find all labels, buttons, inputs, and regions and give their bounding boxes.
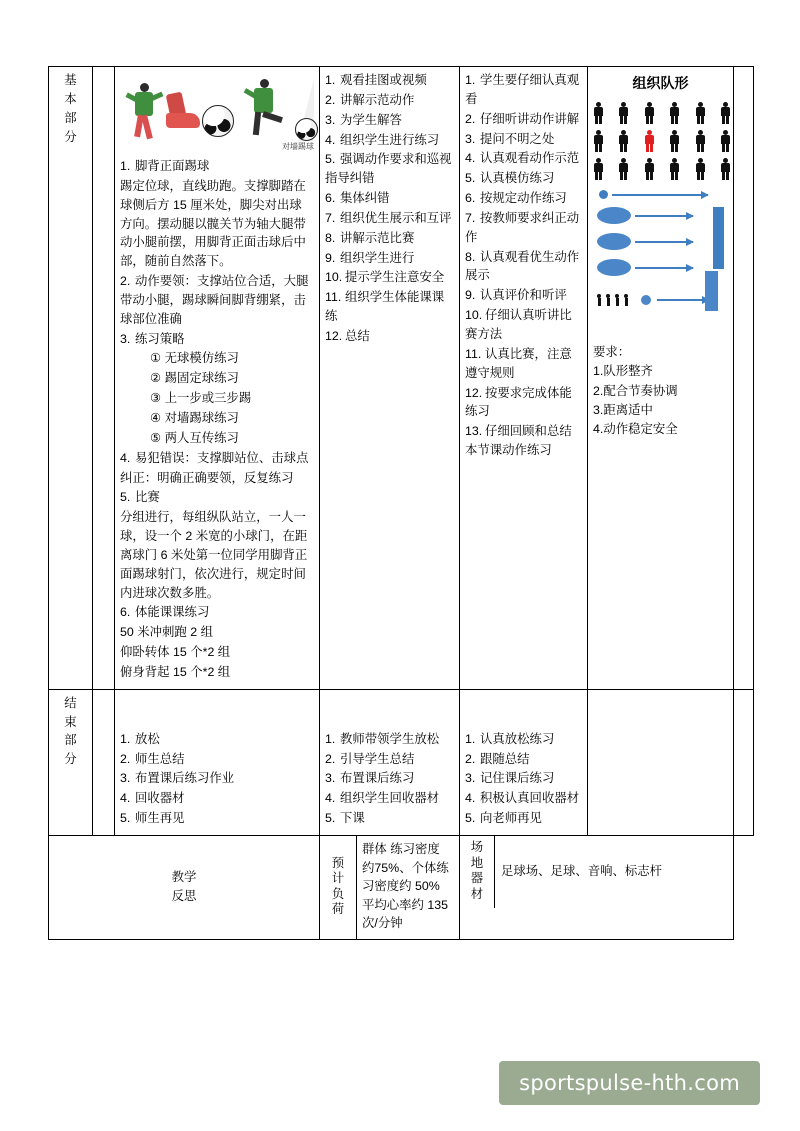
list-item: 3. 布置课后练习 — [325, 771, 415, 786]
formation-title: 组织队形 — [632, 75, 689, 91]
main-formation-cell — [588, 67, 734, 690]
content-paragraph: 50 米冲刺跑 2 组 — [120, 625, 213, 640]
end-teacher-list — [325, 730, 454, 828]
content-paragraph: 仰卧转体 15 个*2 组 — [120, 645, 231, 660]
list-item: 1. 观看挂图或视频 — [325, 73, 427, 87]
arrow-icon — [635, 267, 693, 269]
load-label: 预 计 负 荷 — [331, 855, 345, 917]
teacher-activity-list — [325, 71, 454, 346]
main-tail-cell — [734, 67, 754, 690]
list-item: 3. 为学生解答 — [325, 112, 402, 127]
list-item: 2. 师生总结 — [120, 751, 185, 766]
queue-person-icon — [606, 294, 610, 306]
content-item: 1. 脚背正面踢球 — [120, 159, 210, 173]
list-item: 4. 认真观看动作示范 — [465, 151, 580, 166]
list-item: 1. 认真放松练习 — [465, 731, 555, 746]
content-subitem: ⑤ 两人互传练习 — [150, 430, 239, 445]
pass-direction-diagram — [599, 190, 728, 199]
reflection-label-line1: 教学 — [171, 869, 197, 884]
requirement-item: 2.配合节奏协调 — [593, 383, 678, 398]
list-item: 1. 学生要仔细认真观看 — [465, 73, 580, 106]
person-icon — [695, 102, 706, 124]
student-activity-list — [465, 71, 582, 460]
person-icon — [593, 158, 604, 180]
load-value — [357, 836, 460, 939]
list-item: 8. 认真观看优生动作展示 — [465, 249, 580, 283]
list-item: 7. 按教师要求纠正动作 — [465, 210, 580, 244]
list-item: 4. 积极认真回收器材 — [465, 791, 580, 806]
list-item: 3. 布置课后练习作业 — [120, 771, 235, 786]
content-subitem: ① 无球模仿练习 — [150, 351, 239, 366]
end-teacher-cell — [320, 689, 460, 835]
formation-row — [593, 102, 731, 124]
content-subitem: ② 踢固定球练习 — [150, 371, 239, 386]
content-item: 6. 体能课课练习 — [120, 605, 210, 620]
content-paragraph: 俯身背起 15 个*2 组 — [120, 664, 231, 679]
row-label-char: 部 — [64, 110, 77, 125]
content-item: 5. 比赛 — [120, 490, 160, 505]
list-item: 6. 按规定动作练习 — [465, 191, 567, 206]
content-paragraph: 踢定位球，直线助跑。支撑脚踏在球侧后方 15 厘米处，脚尖对出球方向。摆动腿以髋关节为轴大腿带动小腿前摆，用脚背正面击球后中部，随前自然落下。 — [120, 178, 306, 269]
person-icon — [669, 158, 680, 180]
list-item: 2. 讲解示范动作 — [325, 92, 415, 107]
group-practice-diagram — [597, 207, 728, 277]
list-item: 5. 向老师再见 — [465, 811, 542, 826]
person-icon — [720, 158, 731, 180]
content-subitem: ④ 对墙踢球练习 — [150, 410, 239, 425]
list-item: 13. 仔细回顾和总结本节课动作练习 — [465, 424, 572, 458]
list-item: 12. 总结 — [325, 328, 370, 343]
person-icon — [593, 102, 604, 124]
list-item: 8. 讲解示范比赛 — [325, 230, 415, 245]
person-icon — [593, 130, 604, 152]
main-teacher-cell — [320, 67, 460, 690]
shooting-queue-diagram — [597, 283, 728, 317]
person-icon — [695, 158, 706, 180]
ball-icon — [295, 118, 318, 141]
end-tail-cell — [734, 689, 754, 835]
ball-dot-icon — [599, 190, 608, 199]
end-content-list — [120, 730, 314, 828]
list-item: 1. 放松 — [120, 731, 160, 746]
list-item: 5. 师生再见 — [120, 811, 185, 826]
list-item: 7. 组织优生展示和互评 — [325, 210, 452, 225]
formation-row — [593, 158, 731, 180]
list-item: 10. 提示学生注意安全 — [325, 270, 445, 285]
list-item: 11. 认真比赛，注意遵守规则 — [465, 346, 572, 380]
person-icon — [720, 102, 731, 124]
queue-person-icon — [615, 294, 619, 306]
list-item: 11. 组织学生体能课课练 — [325, 290, 445, 324]
row-label-char: 结 — [64, 695, 77, 710]
list-item: 2. 仔细听讲动作讲解 — [465, 111, 580, 126]
person-icon — [618, 102, 629, 124]
instep-contact-illustration — [166, 89, 236, 151]
arrow-icon — [635, 241, 693, 243]
person-icon — [644, 158, 655, 180]
load-cell — [320, 836, 460, 940]
list-item: 5. 认真模仿练习 — [465, 171, 555, 186]
technique-illustrations — [120, 73, 314, 151]
content-subitem: ③ 上一步或三步踢 — [150, 391, 252, 406]
table-row-main — [49, 67, 754, 690]
list-item: 4. 组织学生进行练习 — [325, 132, 440, 147]
content-item: 3. 练习策略 — [120, 331, 185, 346]
row-label-char: 本 — [64, 91, 77, 106]
person-icon — [669, 130, 680, 152]
table-row-reflection — [49, 836, 754, 940]
row-label-char: 分 — [64, 752, 77, 767]
group-row — [597, 207, 728, 224]
row-label-char: 束 — [64, 714, 77, 729]
goal-bar-icon — [713, 207, 724, 269]
equipment-cell — [460, 836, 734, 940]
end-student-cell — [460, 689, 588, 835]
list-item: 12. 按要求完成体能练习 — [465, 385, 572, 419]
equipment-value: 足球场、足球、音响、标志杆 — [495, 836, 734, 908]
list-item: 4. 组织学生回收器材 — [325, 791, 440, 806]
person-icon — [720, 130, 731, 152]
row-label-char: 部 — [64, 733, 77, 748]
formation-row — [593, 130, 731, 152]
person-icon — [695, 130, 706, 152]
reflection-label-cell — [49, 836, 320, 940]
list-item: 3. 记住课后练习 — [465, 771, 555, 786]
list-item: 6. 集体纠错 — [325, 191, 390, 206]
arrow-icon — [657, 299, 709, 301]
list-item: 4. 回收器材 — [120, 791, 185, 806]
person-icon — [618, 130, 629, 152]
formation-diagram — [593, 102, 731, 180]
requirement-item: 4.动作稳定安全 — [593, 422, 678, 437]
content-paragraph: 分组进行，每组纵队站立，一人一球，设一个 2 米宽的小球门，在距离球门 6 米处第一位同学用脚背正面踢球射门，依次进行，规定时间内进球次数多胜。 — [120, 510, 308, 600]
equipment-label: 场 地 器 材 — [470, 840, 484, 901]
teacher-person-icon — [644, 130, 655, 152]
list-item: 9. 认真评价和听评 — [465, 288, 567, 303]
person-icon — [669, 102, 680, 124]
list-item: 10. 仔细认真听讲比赛方法 — [465, 308, 572, 341]
queue-person-icon — [624, 294, 628, 306]
person-icon — [644, 102, 655, 124]
main-content-cell — [115, 67, 320, 690]
requirement-item: 1.队形整齐 — [593, 364, 653, 379]
requirements-title: 要求： — [593, 345, 631, 360]
end-content-cell — [115, 689, 320, 835]
group-row — [597, 233, 728, 250]
person-icon — [618, 158, 629, 180]
illustration-caption: 对墙踢球 — [282, 141, 314, 151]
wall-kick-illustration — [236, 79, 314, 151]
content-item: 4. 易犯错误：支撑脚站位、击球点 — [120, 450, 309, 465]
spacer-cell-main — [93, 67, 115, 690]
row-label-main — [49, 67, 93, 690]
list-item: 2. 引导学生总结 — [325, 751, 415, 766]
content-paragraph: 纠正：明确正确要领，反复练习 — [120, 470, 294, 485]
goal-bar-icon — [705, 271, 718, 311]
list-item: 2. 跟随总结 — [465, 751, 530, 766]
spacer-cell-end — [93, 689, 115, 835]
end-student-list — [465, 730, 582, 828]
table-row-end — [49, 689, 754, 835]
player-kicking-icon — [120, 81, 166, 151]
watermark: sportspulse-hth.com — [499, 1061, 760, 1105]
lesson-plan-table — [48, 66, 754, 940]
ball-dot-icon — [641, 295, 651, 305]
group-ellipse-icon — [597, 207, 631, 224]
content-item: 2. 动作要领：支撑站位合适，大腿带动小腿，踢球瞬间脚背绷紧，击球部位准确 — [120, 274, 309, 326]
arrow-icon — [635, 215, 693, 217]
requirement-item: 3.距离适中 — [593, 402, 653, 417]
row-label-char: 基 — [64, 73, 77, 87]
row-label-end — [49, 689, 93, 835]
load-line-1: 群体 练习密度 约75%、个体练习密度约 50% — [362, 842, 449, 894]
row-label-char: 分 — [64, 129, 77, 144]
list-item: 5. 下课 — [325, 811, 365, 826]
list-item: 1. 教师带领学生放松 — [325, 731, 440, 746]
list-item: 3. 提问不明之处 — [465, 131, 555, 146]
main-student-cell — [460, 67, 588, 690]
group-ellipse-icon — [597, 259, 631, 276]
list-item: 9. 组织学生进行 — [325, 250, 415, 265]
load-line-2: 平均心率约 135 次/分钟 — [362, 897, 449, 931]
end-formation-cell — [588, 689, 734, 835]
group-ellipse-icon — [597, 233, 631, 250]
list-item: 5. 强调动作要求和巡视指导纠错 — [325, 152, 452, 186]
formation-requirements — [593, 343, 728, 439]
arrow-icon — [612, 194, 708, 196]
queue-person-icon — [597, 294, 601, 306]
reflection-label-line2: 反思 — [171, 888, 197, 903]
